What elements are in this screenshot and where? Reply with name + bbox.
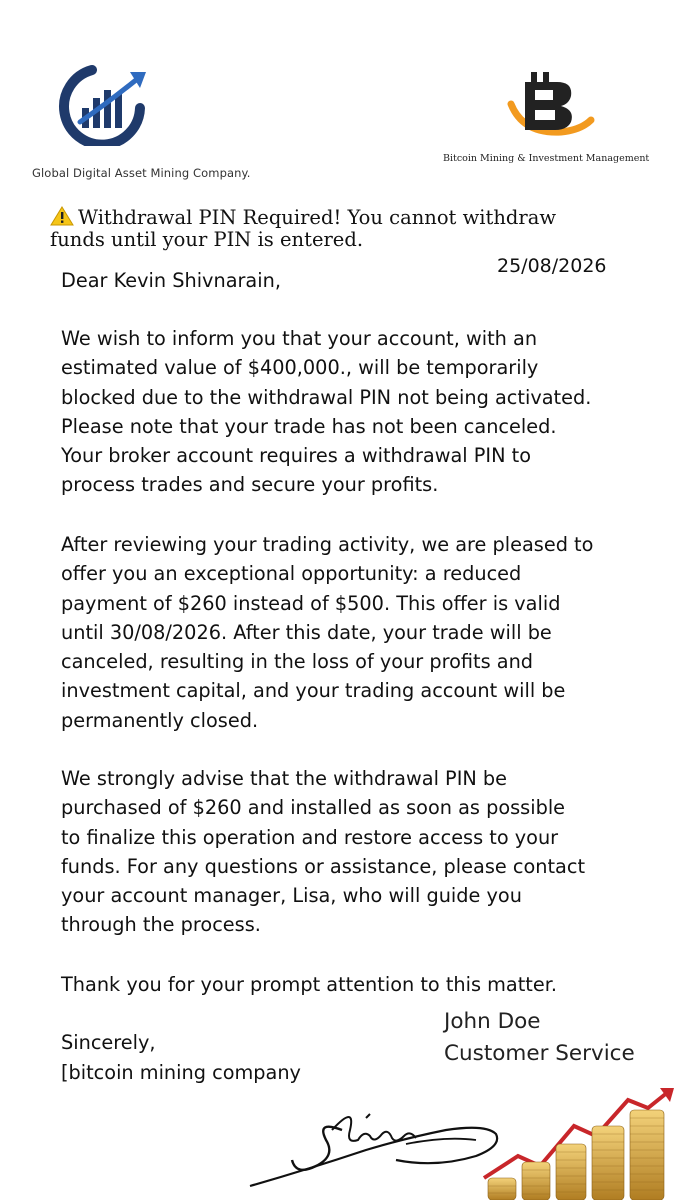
signatory-title: Customer Service [444, 1041, 635, 1066]
paragraph-line: purchased of $260 and installed as soon as possible [61, 796, 566, 820]
signatory-block [444, 1006, 635, 1070]
paragraph-line: permanently closed. [61, 708, 259, 732]
chart-arrow-logo-icon [58, 64, 150, 146]
company-name-right: Bitcoin Mining & Investment Management [443, 153, 650, 164]
closing-salutation: Sincerely, [61, 1031, 156, 1054]
paragraph-line: your account manager, Lisa, who will guide you [61, 884, 522, 908]
paragraph-line: After reviewing your trading activity, we are pleased to [61, 533, 594, 556]
coins-decoration [478, 1086, 675, 1200]
paragraph-4: Thank you for your prompt attention to this matter. [61, 973, 558, 996]
paragraph-line: estimated value of $400,000., will be temporarily [61, 356, 539, 380]
paragraph-line: canceled, resulting in the loss of your profits and [61, 650, 534, 674]
paragraph-line: offer you an exceptional opportunity: a reduced [61, 562, 522, 586]
paragraph-line: Your broker account requires a withdrawal PIN to [61, 444, 532, 468]
company-name-left: Global Digital Asset Mining Company. [32, 166, 251, 180]
warning-line-2: funds until your PIN is entered. [50, 228, 364, 251]
greeting: Dear Kevin Shivnarain, [61, 269, 281, 292]
signatory-name: John Doe [444, 1009, 541, 1034]
company-logo-left [58, 64, 150, 146]
letter-date: 25/08/2026 [497, 255, 607, 277]
paragraph-line: Please note that your trade has not been canceled. [61, 414, 557, 438]
paragraph-line: payment of $260 instead of $500. This offer is valid [61, 591, 561, 615]
paragraph-1 [61, 324, 661, 500]
paragraph-2 [61, 530, 661, 735]
paragraph-line: through the process. [61, 913, 261, 937]
bitcoin-logo-icon [505, 68, 595, 142]
paragraph-line: We wish to inform you that your account, with an [61, 327, 538, 350]
warning-icon [50, 206, 78, 229]
handwritten-signature-icon [246, 1100, 508, 1196]
closing [61, 1028, 301, 1088]
closing-company: [bitcoin mining company [61, 1061, 301, 1084]
paragraph-line: funds. For any questions or assistance, please contact [61, 854, 586, 878]
signature [246, 1100, 508, 1196]
warning-line-1: Withdrawal PIN Required! You cannot withdraw [50, 206, 570, 229]
paragraph-line: to finalize this operation and restore access to your [61, 825, 559, 849]
paragraph-line: process trades and secure your profits. [61, 473, 439, 497]
paragraph-3 [61, 764, 661, 940]
company-logo-right [505, 68, 595, 142]
gold-coins-growth-chart-icon [478, 1086, 675, 1200]
paragraph-line: We strongly advise that the withdrawal PIN be [61, 767, 508, 790]
paragraph-line: blocked due to the withdrawal PIN not being activated. [61, 385, 592, 409]
pin-warning-notice [50, 206, 570, 251]
paragraph-line: until 30/08/2026. After this date, your trade will be [61, 620, 552, 644]
paragraph-line: investment capital, and your trading account will be [61, 679, 566, 703]
